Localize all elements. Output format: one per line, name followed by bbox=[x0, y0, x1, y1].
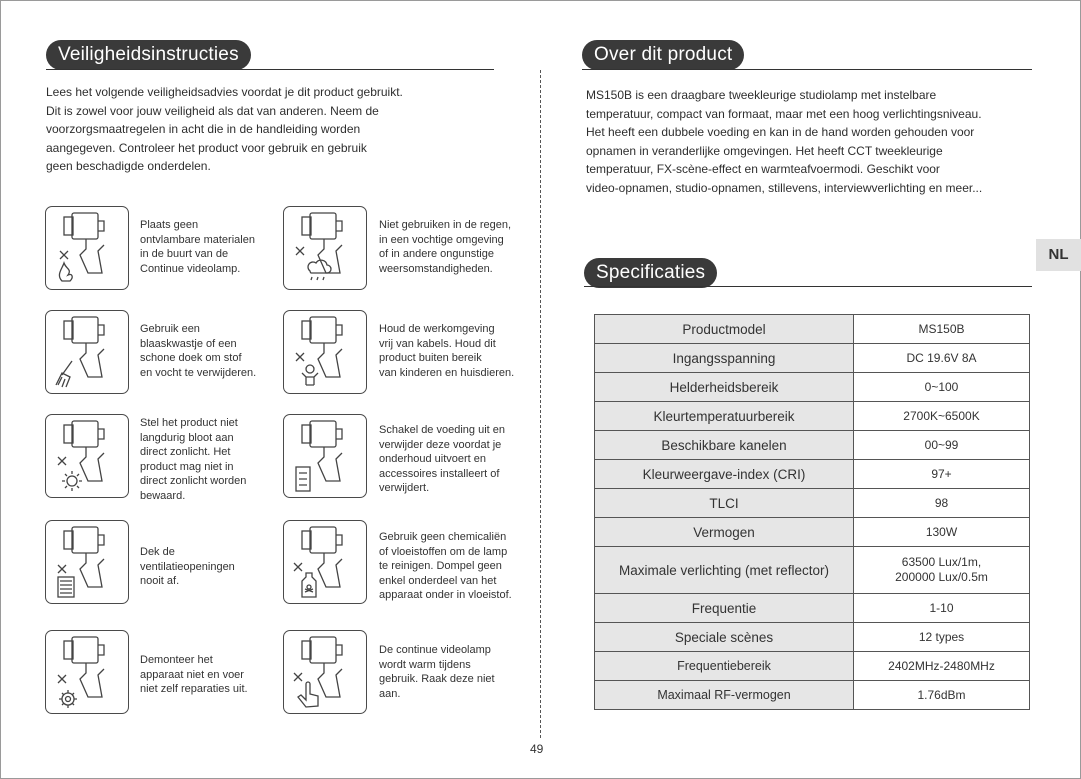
warning-chemical-text: Gebruik geen chemicaliën of vloeistoffen om de lamp te reinigen. Dompel geen enkel onderdeel van het apparaat onder in vloeistof. bbox=[379, 531, 512, 601]
spec-label: Kleurweergave-index (CRI) bbox=[595, 460, 854, 489]
spec-label: Kleurtemperatuurbereik bbox=[595, 402, 854, 431]
warning-battery-text: Schakel de voeding uit en verwijder deze voordat je onderhoud uitvoert en accessoires installeert of verwijdert. bbox=[379, 424, 505, 494]
brush-icon bbox=[46, 311, 130, 395]
table-row bbox=[595, 652, 1030, 681]
page-number: 49 bbox=[530, 742, 544, 756]
safety-heading-rule bbox=[46, 69, 494, 70]
warning-brush-text: Gebruik een blaaskwastje of een schone doek om stof en vocht te verwijderen. bbox=[140, 323, 257, 379]
about-heading-rule bbox=[582, 69, 1032, 70]
warning-flame-box bbox=[45, 206, 129, 290]
warning-hand-text: De continue videolamp wordt warm tijdens gebruik. Raak deze niet aan. bbox=[379, 644, 495, 700]
warning-sun-box bbox=[45, 414, 129, 498]
spec-value: 130W bbox=[854, 518, 1030, 547]
table-row bbox=[595, 402, 1030, 431]
chemical-bottle-icon bbox=[284, 521, 368, 605]
spec-value: 63500 Lux/1m, 200000 Lux/0.5m bbox=[854, 547, 1030, 594]
warning-sun-text: Stel het product niet langdurig bloot aan direct zonlicht. Het product mag niet in direct zonlicht worden bewaard. bbox=[140, 417, 247, 502]
spec-value: 00~99 bbox=[854, 431, 1030, 460]
about-text: MS150B is een draagbare tweekleurige studiolamp met instelbare temperatuur, compact van formaat, maar met een hoog verlichtingsniveau. Het heeft een dubbele voeding en kan in de hand worden gehouden voor opnamen in veranderlijke omgevingen. Het heeft CCT tweekleurige temperatuur, FX-scène-effect en warmteafvoermodi. Geschikt voor video-opnamen, studio-opnamen, stillevens, interviewverlichting en meer... bbox=[586, 88, 983, 195]
warning-gear-box bbox=[45, 630, 129, 714]
table-row bbox=[595, 489, 1030, 518]
spec-value: 2402MHz-2480MHz bbox=[854, 652, 1030, 681]
warning-hand-box bbox=[283, 630, 367, 714]
table-row bbox=[595, 518, 1030, 547]
warning-flame-text: Plaats geen ontvlambare materialen in de buurt van de Continue videolamp. bbox=[140, 219, 255, 275]
child-icon bbox=[284, 311, 368, 395]
vent-icon bbox=[46, 521, 130, 605]
spec-value: 97+ bbox=[854, 460, 1030, 489]
spec-label: Productmodel bbox=[595, 315, 854, 344]
rain-cloud-icon bbox=[284, 207, 368, 291]
language-tab: NL bbox=[1036, 239, 1081, 271]
about-heading: Over dit product bbox=[582, 40, 744, 70]
spec-label: Speciale scènes bbox=[595, 623, 854, 652]
spec-value: 1-10 bbox=[854, 594, 1030, 623]
warning-child-box bbox=[283, 310, 367, 394]
hand-touch-icon bbox=[284, 631, 368, 715]
safety-heading: Veiligheidsinstructies bbox=[46, 40, 251, 70]
table-row bbox=[595, 315, 1030, 344]
table-row bbox=[595, 431, 1030, 460]
safety-intro: Lees het volgende veiligheidsadvies voordat je dit product gebruikt. Dit is zowel voor jouw veiligheid als dat van anderen. Neem de voorzorgsmaatregelen in acht die in de handleiding worden aangegeven. Controleer het product voor gebruik en gebruik geen beschadigde onderdelen. bbox=[46, 85, 403, 174]
spec-value: DC 19.6V 8A bbox=[854, 344, 1030, 373]
warning-child-text: Houd de werkomgeving vrij van kabels. Houd dit product buiten bereik van kinderen en huisdieren. bbox=[379, 323, 515, 379]
spec-value: 2700K~6500K bbox=[854, 402, 1030, 431]
warning-gear-text: Demonteer het apparaat niet en voer niet zelf reparaties uit. bbox=[140, 654, 248, 695]
warning-vent-text: Dek de ventilatieopeningen nooit af. bbox=[140, 546, 235, 587]
table-row bbox=[595, 460, 1030, 489]
spec-value: 12 types bbox=[854, 623, 1030, 652]
spec-value: MS150B bbox=[854, 315, 1030, 344]
table-row bbox=[595, 344, 1030, 373]
sun-icon bbox=[46, 415, 130, 499]
warning-battery-box bbox=[283, 414, 367, 498]
warning-rain-text: Niet gebruiken in de regen, in een vochtige omgeving of in andere ongunstige weersomstandigheden. bbox=[379, 219, 512, 275]
spec-label: Frequentie bbox=[595, 594, 854, 623]
warning-chemical-box bbox=[283, 520, 367, 604]
spec-value: 1.76dBm bbox=[854, 681, 1030, 710]
battery-icon bbox=[284, 415, 368, 499]
spec-value: 0~100 bbox=[854, 373, 1030, 402]
warning-rain-box bbox=[283, 206, 367, 290]
spec-heading: Specificaties bbox=[584, 258, 717, 288]
warning-vent-box bbox=[45, 520, 129, 604]
spec-value: 98 bbox=[854, 489, 1030, 518]
flame-icon bbox=[46, 207, 130, 291]
warning-brush-box bbox=[45, 310, 129, 394]
page-divider bbox=[540, 70, 541, 738]
spec-label: Beschikbare kanelen bbox=[595, 431, 854, 460]
spec-label: Frequentiebereik bbox=[595, 652, 854, 681]
table-row bbox=[595, 623, 1030, 652]
spec-table bbox=[594, 314, 1030, 710]
spec-label: Maximale verlichting (met reflector) bbox=[595, 547, 854, 594]
gear-icon bbox=[46, 631, 130, 715]
spec-label: TLCI bbox=[595, 489, 854, 518]
spec-label: Helderheidsbereik bbox=[595, 373, 854, 402]
table-row bbox=[595, 373, 1030, 402]
table-row bbox=[595, 594, 1030, 623]
spec-label: Maximaal RF-vermogen bbox=[595, 681, 854, 710]
spec-label: Vermogen bbox=[595, 518, 854, 547]
spec-heading-rule bbox=[584, 286, 1032, 287]
table-row bbox=[595, 547, 1030, 594]
table-row bbox=[595, 681, 1030, 710]
spec-label: Ingangsspanning bbox=[595, 344, 854, 373]
